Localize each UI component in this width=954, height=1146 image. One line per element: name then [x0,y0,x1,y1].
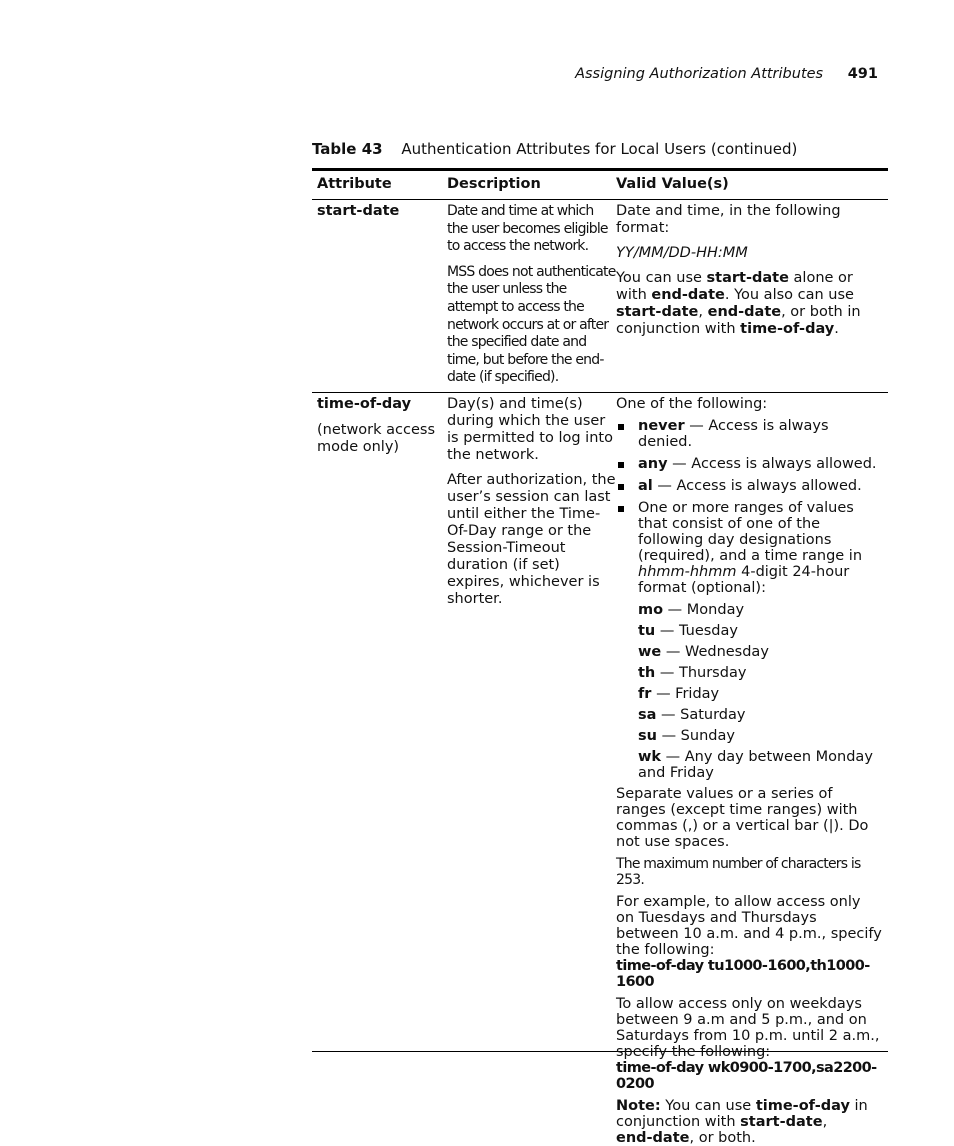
running-header [575,66,878,82]
attribute-name: start-date [317,203,400,219]
table-header-row [312,168,888,200]
day-item: su — Sunday [638,728,735,744]
valid-value-text: You can use start-date alone or with end-date. You also can use start-date, end-date, or both in conjunction with time-of-day. [616,270,861,337]
table-row-start-date [312,200,888,393]
list-item: al — Access is always allowed. [616,478,883,494]
list-item: any — Access is always allowed. [616,456,883,472]
valid-value-text: Date and time, in the following format: [616,203,841,236]
description-text: Day(s) and time(s) during which the user is permitted to log into the network. [447,396,613,463]
attributes-table [312,168,888,1146]
table-caption [312,140,797,158]
date-format: YY/MM/DD-HH:MM [616,245,748,261]
day-designations [616,602,883,781]
day-item: fr — Friday [638,686,720,702]
table-caption-text: Authentication Attributes for Local Users (continued) [401,140,798,158]
example-command: time-of-day tu1000-1600,th1000-1600 [616,958,870,990]
bullet-icon [618,506,624,512]
header-title: Assigning Authorization Attributes [575,66,824,82]
day-item: mo — Monday [638,602,745,618]
header-attribute: Attribute [317,176,392,192]
header-description: Description [447,176,541,192]
table-row-time-of-day [312,393,888,1146]
day-item: wk — Any day between Monday and Friday [638,749,873,781]
attribute-name: time-of-day [317,396,412,412]
day-item: sa — Saturday [638,707,746,723]
example-command: time-of-day wk0900-1700,sa2200-0200 [616,1060,877,1092]
bullet-icon [618,424,624,430]
attribute-note: (network access mode only) [317,422,436,455]
bullet-icon [618,462,624,468]
table-label: Table 43 [312,140,383,158]
valid-value-intro: One of the following: [616,396,768,412]
list-item: never — Access is always denied. [616,418,883,450]
example-text: To allow access only on weekdays between 9 a.m and 5 p.m., and on Saturdays from 10 p.m. until 2 a.m., specify the following: time-of-day wk0900-1700,sa2200-0200 [616,996,880,1092]
description-text: MSS does not authenticate the user unless the attempt to access the network occurs at or after the specified date and time, but before the end-date (if specified). [447,263,616,386]
options-list [616,418,883,596]
separator-text: Separate values or a series of ranges (except time ranges) with commas (,) or a vertical bar (|). Do not use spaces. [616,786,869,850]
example-text: For example, to allow access only on Tuesdays and Thursdays between 10 a.m. and 4 p.m., specify the following: time-of-day tu1000-1600,th1000-1600 [616,894,882,990]
day-item: th — Thursday [638,665,747,681]
list-item: One or more ranges of values that consist of one of the following day designations (required), and a time range in hhmm-hhmm 4-digit 24-hour format (optional): [616,500,883,596]
max-characters-text: The maximum number of characters is 253. [616,856,861,888]
header-valid-values: Valid Value(s) [616,176,729,192]
description-text: Date and time at which the user becomes eligible to access the network. [447,203,608,255]
page-number: 491 [847,66,878,82]
note-text: Note: You can use time-of-day in conjunction with start-date, end-date, or both. [616,1098,868,1146]
day-item: we — Wednesday [638,644,769,660]
day-item: tu — Tuesday [638,623,738,639]
description-text: After authorization, the user’s session can last until either the Time-Of-Day range or the Session-Timeout duration (if set) expires, whichever is shorter. [447,472,616,607]
bullet-icon [618,484,624,490]
